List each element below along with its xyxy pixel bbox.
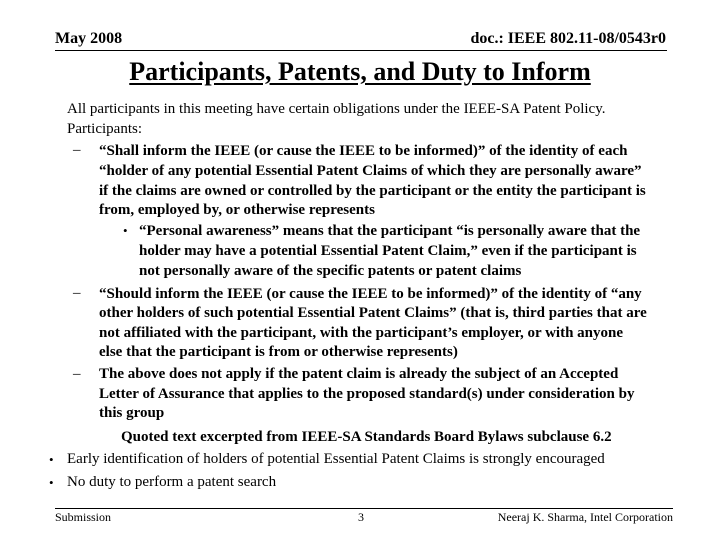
intro-line: All participants in this meeting have certain obligations under the IEEE-SA Patent Policy. bbox=[67, 101, 606, 117]
item-3-line: Letter of Assurance that applies to the proposed standard(s) under consideration by bbox=[99, 386, 635, 402]
intro-line: Participants: bbox=[67, 121, 142, 137]
footer-author: Neeraj K. Sharma, Intel Corporation bbox=[497, 510, 673, 524]
item-3-line: this group bbox=[99, 405, 165, 421]
footer-page-number: 3 bbox=[358, 510, 364, 524]
bullet-text: Early identification of holders of potential Essential Patent Claims is strongly encouraged bbox=[67, 451, 605, 467]
dash-marker: – bbox=[73, 285, 81, 301]
item-2-line: other holders of such potential Essential Patent Claims” (that is, third parties that are bbox=[99, 305, 647, 321]
sub-bullet-marker: • bbox=[123, 223, 128, 238]
slide-title: Participants, Patents, and Duty to Inform bbox=[129, 57, 591, 86]
item-1-line: “holder of any potential Essential Patent Claims of which they are personally aware” bbox=[99, 163, 642, 179]
item-3-line: The above does not apply if the patent claim is already the subject of an Accepted bbox=[99, 366, 619, 382]
bullet-marker: • bbox=[49, 475, 54, 490]
item-1-line: from, employed by, or otherwise represents bbox=[99, 202, 375, 218]
footer-submission: Submission bbox=[55, 510, 112, 524]
quote-attribution: Quoted text excerpted from IEEE-SA Standards Board Bylaws subclause 6.2 bbox=[121, 429, 612, 445]
item-1-line: “Shall inform the IEEE (or cause the IEEE to be informed)” of the identity of each bbox=[99, 143, 628, 159]
bullet-text: No duty to perform a patent search bbox=[67, 474, 277, 490]
item-2-line: “Should inform the IEEE (or cause the IEEE to be informed)” of the identity of “any bbox=[99, 286, 642, 302]
dash-marker: – bbox=[73, 366, 81, 382]
sub-item-line: “Personal awareness” means that the participant “is personally aware that the bbox=[139, 223, 641, 239]
header-doc-id: doc.: IEEE 802.11-08/0543r0 bbox=[470, 30, 666, 47]
dash-marker: – bbox=[73, 142, 81, 158]
bullet-marker: • bbox=[49, 452, 54, 467]
sub-item-line: not personally aware of the specific patents or patent claims bbox=[139, 263, 522, 279]
item-1-line: if the claims are owned or controlled by the participant or the entity the participant is bbox=[99, 183, 646, 199]
footer-rule bbox=[55, 508, 673, 509]
sub-item-line: holder may have a potential Essential Patent Claim,” even if the participant is bbox=[139, 243, 637, 259]
header-rule bbox=[55, 50, 667, 51]
header-date: May 2008 bbox=[55, 30, 123, 47]
item-2-line: else that the participant is from or otherwise represents) bbox=[99, 344, 458, 360]
item-2-line: not affiliated with the participant, with the participant’s employer, or with anyone bbox=[99, 325, 624, 341]
